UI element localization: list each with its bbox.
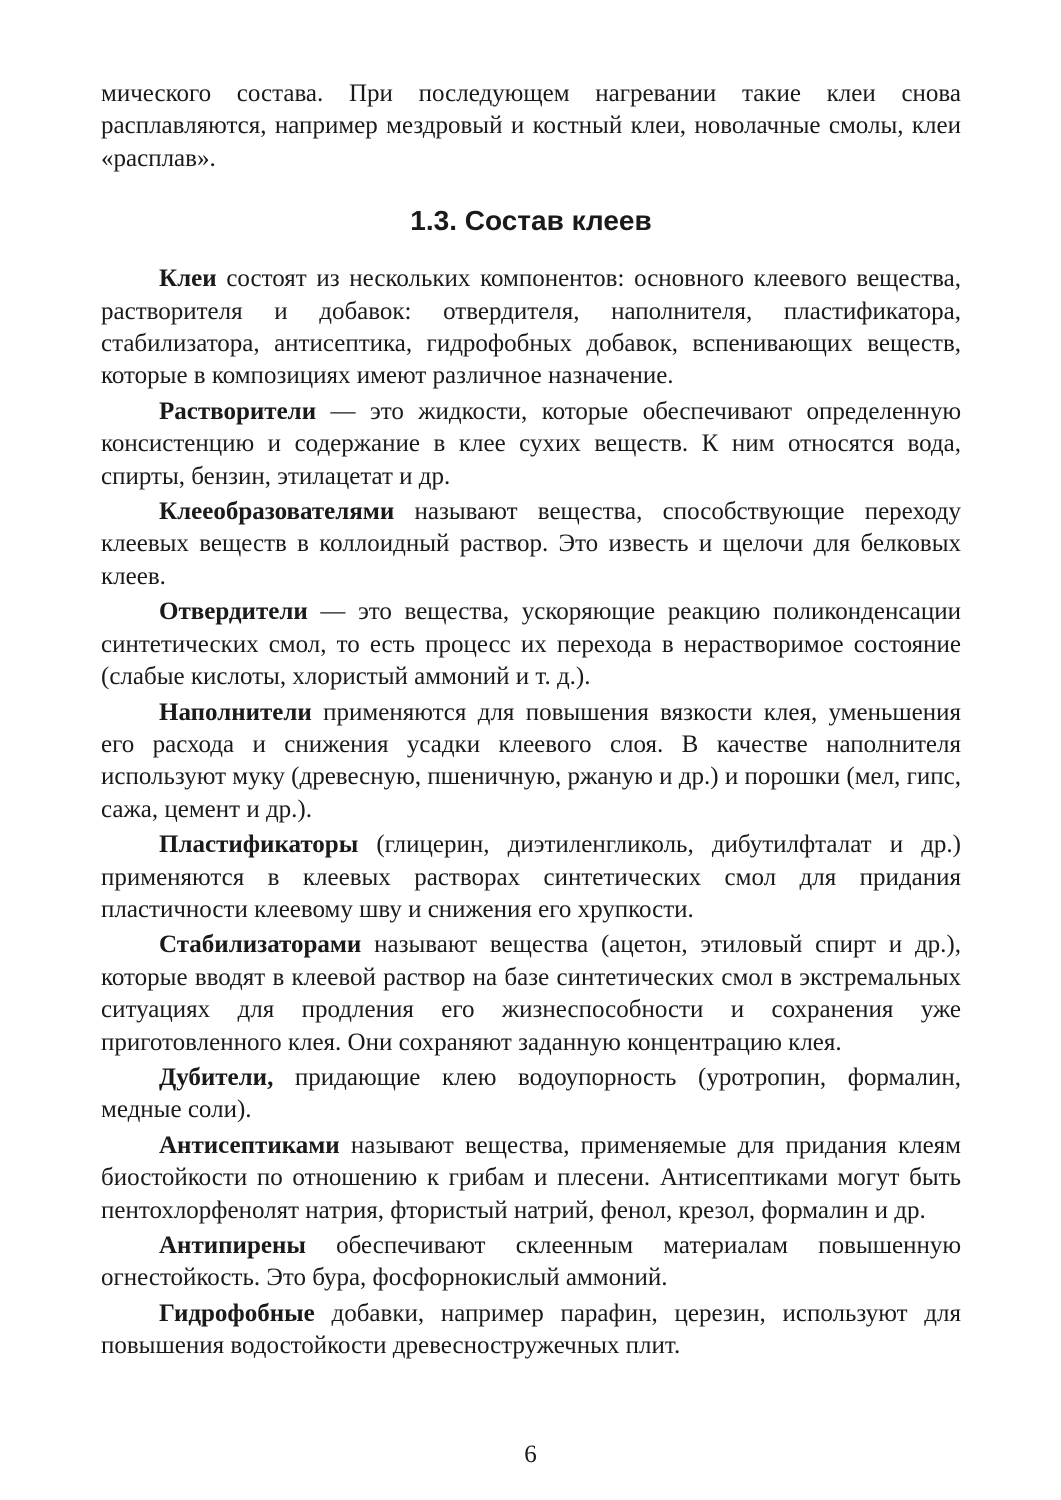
paragraph-text: (глицерин, диэтиленгликоль, дибутилфталат и др.) применяются в клеевых растворах синтетических смол для придания пластичности клеевому шву и снижения его хрупкости.	[101, 831, 961, 923]
paragraph-tanning-agents	[101, 1062, 961, 1127]
term-hydrophobic: Гидрофобные	[159, 1299, 315, 1327]
paragraph-text: обеспечивают склеенным материалам повышенную огнестойкость. Это бура, фосфорнокислый аммоний.	[101, 1232, 961, 1292]
paragraph-text: применяются для повышения вязкости клея, уменьшения его расхода и снижения усадки клеевого слоя. В качестве наполнителя используют муку (древесную, пшеничную, ржаную и др.) и порошки (мел, гипс, сажа, цемент и др.).	[101, 698, 961, 823]
paragraph-text: называют вещества, способствующие переходу клеевых веществ в коллоидный раствор. Это известь и щелочи для белковых клеев.	[101, 498, 961, 590]
paragraph-antiseptics	[101, 1130, 961, 1227]
paragraph-hardeners	[101, 596, 961, 693]
section-title: 1.3. Состав клеев	[410, 205, 652, 237]
paragraph-text: называют вещества, применяемые для придания клеям биостойкости по отношению к грибам и плесени. Антисептиками могут быть пентохлорфенолят натрия, фтористый натрий, фенол, крезол, формалин и др.	[101, 1131, 961, 1224]
intro-paragraph: мического состава. При последующем нагревании такие клеи снова расплавляются, например мездровый и костный клеи, новолачные смолы, клеи «расплав».	[101, 80, 961, 172]
paragraph-fillers	[101, 697, 961, 827]
term-plasticizers: Пластификаторы	[159, 831, 359, 859]
term-glues: Клеи	[159, 265, 217, 293]
page-content	[101, 78, 961, 1366]
paragraph-text: добавки, например парафин, церезин, используют для повышения водостойкости древесностружечных плит.	[101, 1299, 961, 1360]
page-number: 6	[524, 1441, 537, 1468]
paragraph-fire-retardants	[101, 1230, 961, 1295]
term-stabilizers: Стабилизаторами	[159, 931, 362, 959]
term-solvents: Растворители	[159, 397, 317, 425]
paragraph-glues	[101, 263, 961, 393]
paragraph-text: называют вещества (ацетон, этиловый спирт и др.), которые вводят в клеевой раствор на базе синтетических смол в экстремальных ситуациях для продления его жизнеспособности и сохранения уже приготовленного клея. Они сохраняют заданную концентрацию клея.	[101, 931, 961, 1056]
paragraph-stabilizers	[101, 929, 961, 1059]
term-hardeners: Отвердители	[159, 598, 308, 626]
paragraph-plasticizers	[101, 829, 961, 926]
paragraph-text: — это жидкости, которые обеспечивают определенную консистенцию и содержание в клее сухих веществ. К ним относятся вода, спирты, бензин, этилацетат и др.	[101, 397, 961, 490]
paragraph-text: — это вещества, ускоряющие реакцию поликонденсации синтетических смол, то есть процесс их перехода в нерастворимое состояние (слабые кислоты, хлористый аммоний и т. д.).	[101, 598, 961, 691]
paragraph-text: состоят из нескольких компонентов: основного клеевого вещества, растворителя и добавок: отвердителя, наполнителя, пластификатора, стабилизатора, антисептика, гидрофобных добавок, вспенивающих веществ, которые в композициях имеют различное назначение.	[101, 265, 961, 390]
paragraph-hydrophobic	[101, 1298, 961, 1363]
term-tanning-agents: Дубители,	[159, 1063, 274, 1091]
paragraph-text: придающие клею водоупорность (уротропин, формалин, медные соли).	[101, 1063, 961, 1124]
paragraph-glue-formers	[101, 496, 961, 593]
term-antiseptics: Антисептиками	[159, 1131, 340, 1159]
term-glue-formers: Клееобразователями	[159, 498, 395, 526]
term-fire-retardants: Антипирены	[159, 1232, 306, 1259]
term-fillers: Наполнители	[159, 698, 312, 726]
paragraph-solvents	[101, 396, 961, 493]
